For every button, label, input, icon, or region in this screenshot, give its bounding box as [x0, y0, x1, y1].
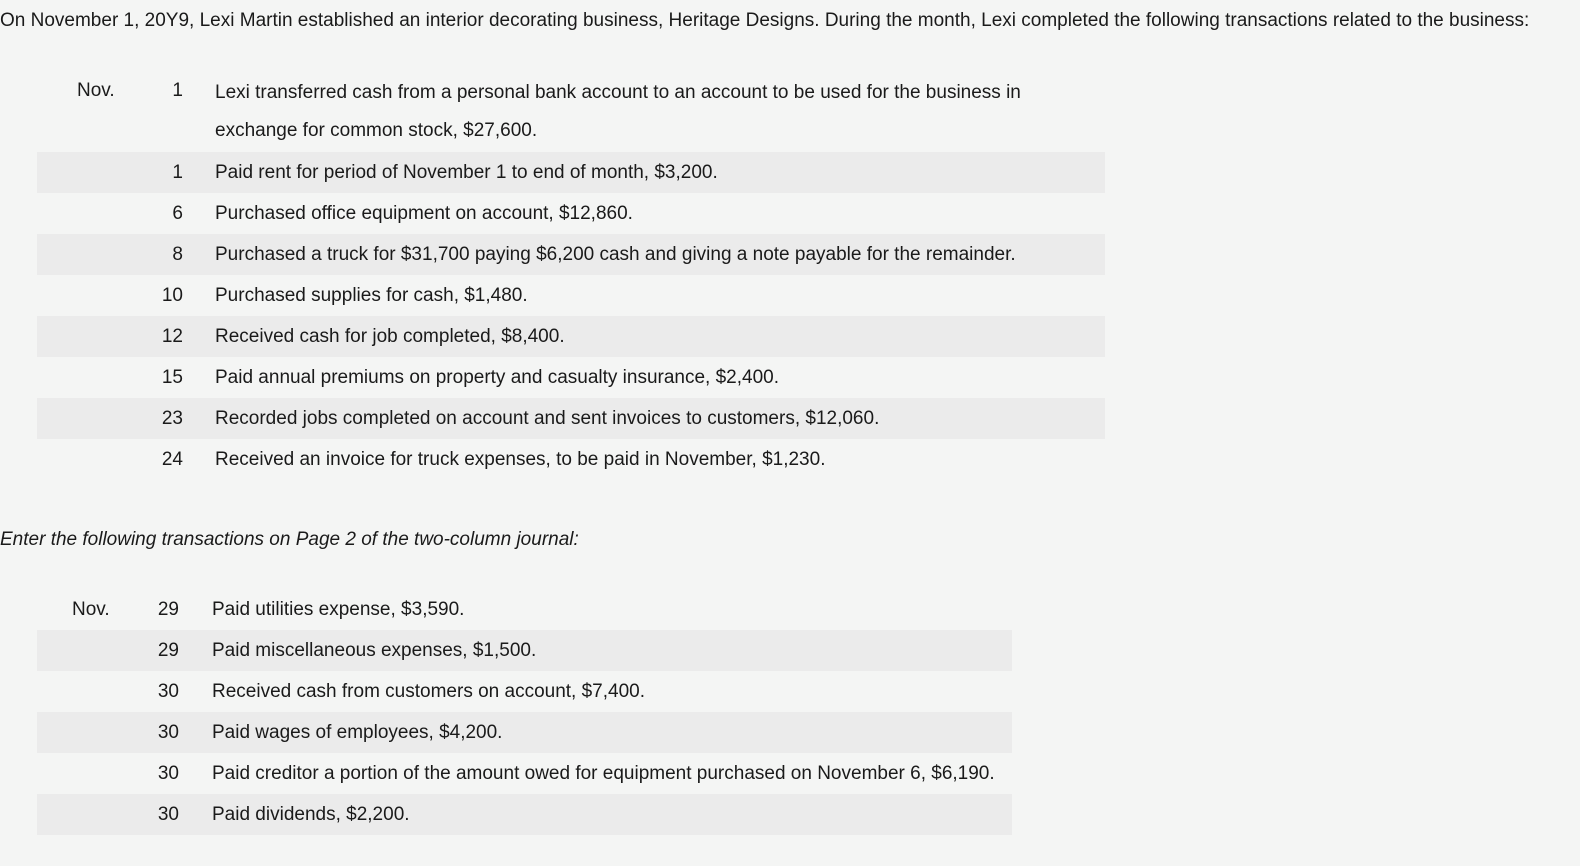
table-row — [37, 357, 1105, 398]
description-cell: Received cash from customers on account, $7,400. — [212, 680, 646, 702]
description-text: Lexi transferred cash from a personal bank account to an account to be used for the business in exchange for common stock, $27,600. — [215, 82, 1021, 141]
month-cell — [37, 152, 137, 193]
table-row — [37, 398, 1105, 439]
day-cell: 24 — [161, 448, 183, 470]
table-row — [37, 753, 1012, 794]
month-cell — [37, 753, 137, 794]
description-cell: Paid annual premiums on property and casualty insurance, $2,400. — [215, 366, 780, 388]
table-row — [37, 671, 1012, 712]
month-cell — [37, 193, 137, 234]
description-cell: Received an invoice for truck expenses, to be paid in November, $1,230. — [215, 448, 826, 470]
month-cell: Nov. — [72, 598, 110, 620]
day-cell: 8 — [137, 234, 183, 275]
table-row — [37, 439, 1105, 480]
journal-transactions-table — [37, 589, 1012, 835]
description-cell — [183, 72, 1105, 152]
day-cell: 1 — [137, 152, 183, 193]
month-cell — [37, 671, 137, 712]
month-cell — [37, 630, 137, 671]
description-cell: Paid rent for period of November 1 to end of month, $3,200. — [183, 152, 1105, 193]
table-row — [37, 234, 1105, 275]
month-cell — [37, 234, 137, 275]
description-cell: Purchased supplies for cash, $1,480. — [215, 284, 528, 306]
journal-instruction: Enter the following transactions on Page 2 of the two-column journal: — [0, 529, 579, 550]
description-cell: Paid creditor a portion of the amount owed for equipment purchased on November 6, $6,190. — [212, 762, 995, 784]
day-cell: 23 — [137, 398, 183, 439]
day-cell: 30 — [157, 680, 179, 702]
description-cell: Recorded jobs completed on account and sent invoices to customers, $12,060. — [183, 398, 1105, 439]
day-cell: 30 — [157, 762, 179, 784]
table-row — [37, 316, 1105, 357]
month-cell — [37, 439, 137, 480]
description-cell: Received cash for job completed, $8,400. — [183, 316, 1105, 357]
month-cell — [37, 712, 137, 753]
description-cell: Purchased office equipment on account, $12,860. — [215, 202, 633, 224]
description-cell: Paid utilities expense, $3,590. — [212, 598, 465, 620]
table-row — [37, 193, 1105, 234]
table-row — [37, 275, 1105, 316]
table-row — [37, 152, 1105, 193]
day-cell: 6 — [172, 202, 183, 224]
intro-paragraph: On November 1, 20Y9, Lexi Martin established an interior decorating business, Heritage Designs. During the month, Lexi completed the following transactions related to the business: — [0, 10, 1530, 31]
table-row — [37, 712, 1012, 753]
day-cell: 29 — [157, 598, 179, 620]
month-cell — [37, 275, 137, 316]
description-cell: Paid miscellaneous expenses, $1,500. — [179, 630, 1012, 671]
day-cell: 30 — [137, 712, 179, 753]
description-cell: Paid wages of employees, $4,200. — [179, 712, 1012, 753]
day-cell: 1 — [172, 80, 183, 101]
table-row — [37, 794, 1012, 835]
day-cell: 10 — [161, 284, 183, 306]
table-row — [37, 589, 1012, 630]
month-cell: Nov. — [77, 80, 115, 101]
month-cell — [37, 398, 137, 439]
description-cell: Purchased a truck for $31,700 paying $6,200 cash and giving a note payable for the remainder. — [183, 234, 1105, 275]
month-cell — [37, 794, 137, 835]
month-cell — [37, 357, 137, 398]
day-cell: 12 — [137, 316, 183, 357]
day-cell: 29 — [137, 630, 179, 671]
day-cell: 30 — [137, 794, 179, 835]
month-cell — [37, 316, 137, 357]
table-row — [37, 630, 1012, 671]
day-cell: 15 — [161, 366, 183, 388]
table-row — [37, 72, 1105, 152]
description-cell: Paid dividends, $2,200. — [179, 794, 1012, 835]
transactions-table — [37, 72, 1105, 480]
